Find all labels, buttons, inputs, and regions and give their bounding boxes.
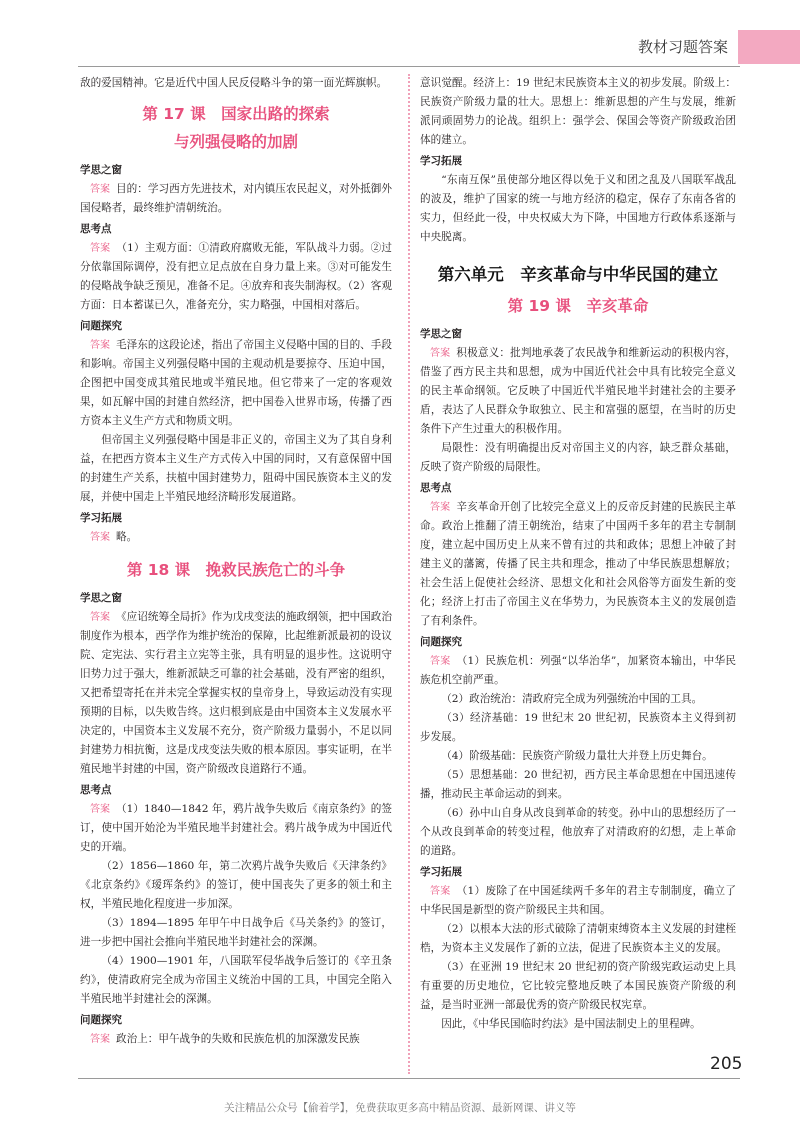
answer-text: 《应诏统筹全局折》作为戊戌变法的施政纲领，把中国政治制度作为根本，西学作为维护统治的保障，比起维新派最初的设议院、定宪法、实行君主立宪等主张，具有明显的退步性。这说明守旧势力过于强大，维新派缺乏可靠的社会基础，没有严密的组织，又把希望寄托在并未完全掌握实权的皇帝身上，导致运动没有实现预期的目标，以失败告终。这归根到底是由中国资本主义发展水平决定的，中国资本主义发展不充分，资产阶级力量弱小，不足以同封建势力相抗衡，这是戊戌变法失败的根本原因。事实证明，在半殖民地半封建的中国，资产阶级改良道路行不通。 xyxy=(80,611,393,775)
right-column xyxy=(420,74,736,1034)
section-label: 学思之窗 xyxy=(80,164,122,176)
answer-tag: 答案 xyxy=(90,184,111,195)
section-label: 思考点 xyxy=(80,223,112,235)
answer-paragraph xyxy=(80,608,392,779)
answer-tag: 答案 xyxy=(430,502,451,513)
answer-paragraph xyxy=(80,528,392,547)
footer-rule xyxy=(78,1078,740,1079)
answer-text: 政治上：甲午战争的失败和民族危机的加深激发民族 xyxy=(116,1033,360,1045)
section-label: 问题探究 xyxy=(420,636,462,648)
answer-paragraph xyxy=(80,336,392,431)
list-item: （4）阶级基础：民族资产阶级力量壮大并登上历史舞台。 xyxy=(441,750,713,762)
lesson-18-title: 第 18 课 挽救民族危亡的斗争 xyxy=(126,561,346,579)
answer-text: （1）废除了在中国延续两千多年的君主专制制度，确立了中华民国是新型的资产阶级民主共和国。 xyxy=(420,885,736,916)
answer-paragraph xyxy=(420,882,736,920)
lesson-title: 第 17 课 国家出路的探索 xyxy=(142,105,330,123)
answer-text: 辛亥革命开创了比较完全意义上的反帝反封建的民族民主革命。政治上推翻了清王朝统治，结束了中国两千多年的君主专制制度，建立起中国历史上从来不曾有过的共和政体；思想上冲破了封建主义的藩篱，传播了民主共和理念，推动了中华民族思想解放；社会生活上促使社会经济、思想文化和社会风俗等方面发生新的变化；经济上打击了帝国主义在华势力，为民族资本主义的发展创造了有利条件。 xyxy=(420,501,737,627)
answer-tag: 答案 xyxy=(430,656,451,667)
unit-6-title: 第六单元 辛亥革命与中华民国的建立 xyxy=(437,265,719,284)
section-label: 学习拓展 xyxy=(420,155,462,167)
paragraph: 意识觉醒。经济上：19 世纪末民族资本主义的初步发展。阶级上：民族资产阶级力量的壮大。思想上：维新思想的产生与发展，维新派同顽固势力的论战。组织上：强学会、保国会等资产阶级政治团体的建立。 xyxy=(420,77,736,146)
answer-tag: 答案 xyxy=(430,348,451,359)
paragraph: 但帝国主义列强侵略中国是非正义的，帝国主义为了其自身利益，在把西方资本主义生产方式传入中国的同时，又有意保留中国的封建生产关系，扶植中国封建势力，阻碍中国民族资本主义的发展，并使中国走上半殖民地经济畸形发展道路。 xyxy=(80,434,392,503)
answer-paragraph xyxy=(80,800,392,857)
list-item: （3）在亚洲 19 世纪末 20 世纪初的资产阶级宪政运动史上具有重要的历史地位，它比较完整地反映了本国民族资产阶级的利益，是当时亚洲一部最优秀的资产阶级民权宪章。 xyxy=(420,961,736,1011)
list-item: （2）1856—1860 年，第二次鸦片战争失败后《天津条约》《北京条约》《瑷珲条约》的签订，使中国丧失了更多的领土和主权，半殖民地化程度进一步加深。 xyxy=(80,860,392,910)
header-rule xyxy=(78,66,740,67)
list-item: （4）1900—1901 年，八国联军侵华战争后签订的《辛丑条约》，使清政府完全成为帝国主义统治中国的工具，中国完全陷入半殖民地半封建社会的深渊。 xyxy=(80,955,392,1005)
answer-text: 积极意义：批判地承袭了农民战争和维新运动的积极内容，借鉴了西方民主共和思想，成为中国近代社会中具有比较完全意义的民主革命纲领。它反映了中国近代半殖民地半封建社会的主要矛盾，表达了人民群众争取独立、民主和富强的愿望，在当时的历史条件下产生过重大的积极作用。 xyxy=(420,347,737,435)
lesson-17-heading xyxy=(80,103,392,153)
list-item: （3）经济基础：19 世纪末 20 世纪初，民族资本主义得到初步发展。 xyxy=(420,712,736,743)
section-label: 学思之窗 xyxy=(420,328,462,340)
list-item: （3）1894—1895 年甲午中日战争后《马关条约》的签订，进一步把中国社会推向半殖民地半封建社会的深渊。 xyxy=(80,917,392,948)
section-label: 问题探究 xyxy=(80,1014,122,1026)
answer-paragraph xyxy=(420,344,736,439)
header-title: 教材习题答案 xyxy=(637,38,728,56)
answer-text: 目的：学习西方先进技术，对内镇压农民起义，对外抵御外国侵略者，最终维护清朝统治。 xyxy=(80,183,393,214)
paragraph: 敌的爱国精神。它是近代中国人民反侵略斗争的第一面光辉旗帜。 xyxy=(80,77,388,89)
answer-paragraph xyxy=(80,239,392,315)
answer-tag: 答案 xyxy=(90,340,111,351)
section-label: 思考点 xyxy=(80,784,112,796)
answer-paragraph xyxy=(80,1030,392,1049)
footer-text: 关注精品公众号【偷着学】，免费获取更多高中精品资源、最新网课、讲义等 xyxy=(224,1102,576,1114)
paragraph: 局限性：没有明确提出反对帝国主义的内容，缺乏群众基础，反映了资产阶级的局限性。 xyxy=(420,442,736,473)
answer-tag: 答案 xyxy=(90,804,111,815)
lesson-19-title: 第 19 课 辛亥革命 xyxy=(507,297,649,315)
list-item: （6）孙中山自身从改良到革命的转变。孙中山的思想经历了一个从改良到革命的转变过程，他放弃了对清政府的幻想，走上革命的道路。 xyxy=(420,807,736,857)
answer-text: （1）民族危机：列强“以华治华”，加紧资本输出，中华民族危机空前严重。 xyxy=(420,655,737,686)
answer-paragraph xyxy=(420,498,736,631)
answer-tag: 答案 xyxy=(90,243,111,254)
answer-tag: 答案 xyxy=(90,1034,110,1045)
answer-text: 毛泽东的这段论述，指出了帝国主义侵略中国的目的、手段和影响。帝国主义列强侵略中国的主观动机是要掠夺、压迫中国，企图把中国变成其殖民地或半殖民地。但它带来了一定的客观效果，如瓦解中国的封建自然经济，把中国卷入世界市场，传播了西方资本主义生产方式和物质文明。 xyxy=(80,339,393,427)
answer-text: （1）1840—1842 年，鸦片战争失败后《南京条约》的签订，使中国开始沦为半殖民地半封建社会。鸦片战争成为中国近代史的开端。 xyxy=(80,803,393,853)
list-item: （5）思想基础：20 世纪初，西方民主革命思想在中国迅速传播，推动民主革命运动的到来。 xyxy=(420,769,736,800)
section-label: 学习拓展 xyxy=(80,512,122,524)
answer-tag: 答案 xyxy=(90,612,111,623)
answer-tag: 答案 xyxy=(90,532,110,543)
section-label: 学习拓展 xyxy=(420,866,462,878)
section-label: 思考点 xyxy=(420,482,452,494)
column-divider xyxy=(408,74,410,1074)
section-label: 学思之窗 xyxy=(80,592,122,604)
paragraph: “东南互保”虽使部分地区得以免于义和团之乱及八国联军战乱的波及，维护了国家的统一与地方经济的稳定，保存了东南各省的实力，但经此一役，中央权威大为下降，中国地方行政体系逐渐与中央脱离。 xyxy=(420,174,736,243)
answer-paragraph xyxy=(420,652,736,690)
answer-paragraph xyxy=(80,180,392,218)
section-label: 问题探究 xyxy=(80,320,122,332)
header-accent-tab xyxy=(738,30,800,64)
lesson-subtitle: 与列强侵略的加剧 xyxy=(173,133,298,151)
left-column xyxy=(80,74,392,1049)
list-item: 因此，《中华民国临时约法》是中国法制史上的里程碑。 xyxy=(441,1018,701,1030)
list-item: （2）政治统治：清政府完全成为列强统治中国的工具。 xyxy=(441,693,703,705)
answer-tag: 答案 xyxy=(430,886,451,897)
answer-text: （1）主观方面：①清政府腐败无能，军队战斗力弱。②过分依靠国际调停，没有把立足点放在自身力量上来。③对可能发生的侵略战争缺乏预见，准备不足。④放弃和丧失制海权。（2）客观方面：日本蓄谋已久，准备充分，实力略强，中国相对落后。 xyxy=(80,242,392,311)
answer-text: 略。 xyxy=(116,531,138,543)
list-item: （2）以根本大法的形式破除了清朝束缚资本主义发展的封建桎梏，为资本主义发展作了新的立法，促进了民族资本主义的发展。 xyxy=(420,923,736,954)
page-number: 205 xyxy=(710,1054,743,1074)
